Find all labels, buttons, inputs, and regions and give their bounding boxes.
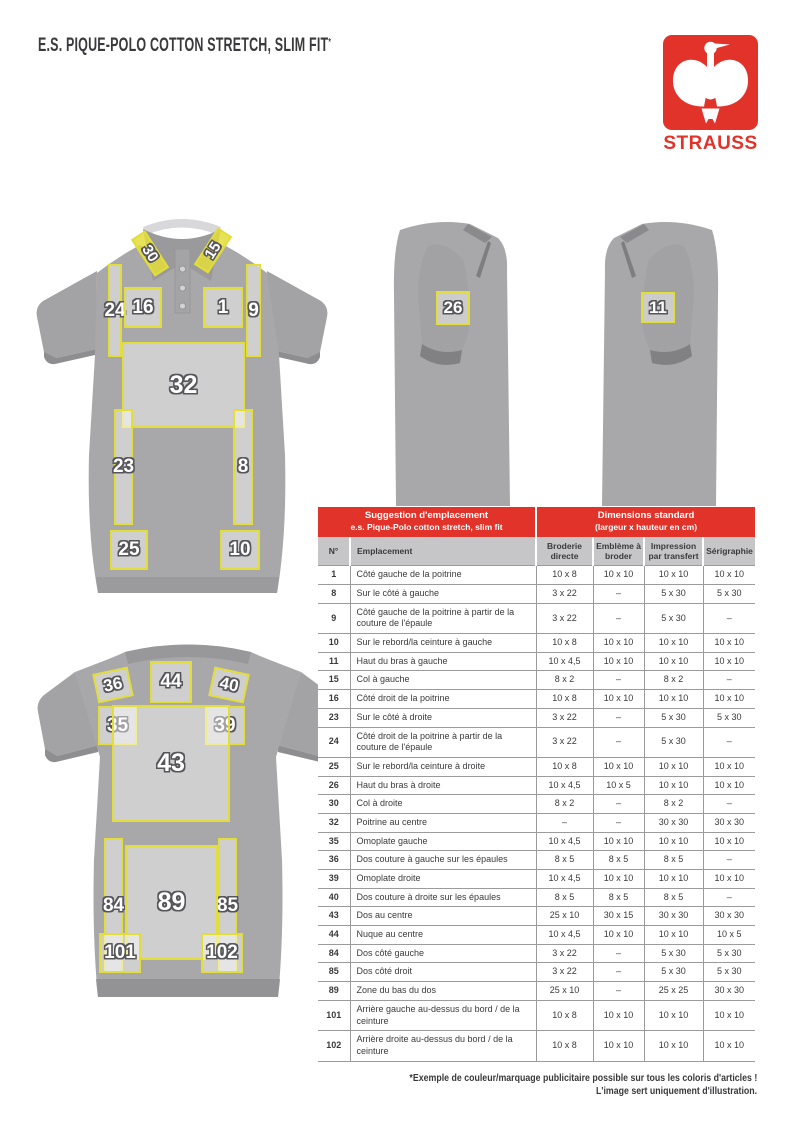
group-header-suggestion-title: Suggestion d'emplacement	[364, 510, 489, 521]
row-number: 11	[318, 652, 350, 671]
side-view-right-illustration	[380, 216, 520, 506]
row-number: 26	[318, 776, 350, 795]
dimension-value: 10 x 10	[703, 690, 755, 709]
group-header-dimensions	[536, 507, 755, 537]
dimension-value: 25 x 25	[644, 982, 703, 1001]
placement-marker-101: 101	[99, 933, 141, 973]
row-number: 89	[318, 982, 350, 1001]
group-header-dimensions-subtitle: (largeur x hauteur en cm)	[595, 522, 698, 533]
row-number: 35	[318, 832, 350, 851]
dimension-value: 30 x 30	[703, 982, 755, 1001]
column-header-emplacement: Emplacement	[350, 537, 536, 566]
dimension-value: 10 x 8	[536, 690, 593, 709]
dimension-value: 10 x 10	[703, 832, 755, 851]
placement-name: Zone du bas du dos	[350, 982, 536, 1001]
dimension-value: 3 x 22	[536, 727, 593, 757]
dimension-value: 10 x 5	[703, 926, 755, 945]
dimension-value: 5 x 30	[703, 708, 755, 727]
placement-marker-23: 23	[114, 409, 133, 525]
dimension-value: 30 x 15	[593, 907, 644, 926]
placement-name: Dos couture à droite sur les épaules	[350, 888, 536, 907]
group-header-dimensions-title: Dimensions standard	[597, 510, 695, 521]
table-row	[318, 566, 755, 585]
placement-name: Nuque au centre	[350, 926, 536, 945]
dimension-value: 10 x 8	[536, 1031, 593, 1061]
placement-table-body	[318, 566, 755, 1061]
dimension-value: 10 x 10	[593, 690, 644, 709]
dimension-value: –	[593, 944, 644, 963]
dimension-value: –	[536, 813, 593, 832]
row-number: 1	[318, 566, 350, 585]
table-group-header-row	[318, 507, 755, 537]
dimension-value: 5 x 30	[703, 963, 755, 982]
placement-table	[318, 507, 755, 1062]
placement-name: Côté gauche de la poitrine	[350, 566, 536, 585]
placement-name: Arrière gauche au-dessus du bord / de la ceinture	[350, 1000, 536, 1030]
row-number: 40	[318, 888, 350, 907]
brand-logo	[663, 35, 758, 130]
dimension-value: 5 x 30	[644, 585, 703, 604]
dimension-value: –	[593, 585, 644, 604]
dimension-value: 10 x 10	[593, 926, 644, 945]
placement-marker-36: 36	[92, 667, 133, 704]
placement-marker-9: 9	[246, 264, 261, 357]
table-row	[318, 708, 755, 727]
dimension-value: –	[703, 851, 755, 870]
dimension-value: –	[593, 963, 644, 982]
table-row	[318, 982, 755, 1001]
dimension-value: –	[593, 603, 644, 633]
dimension-value: 10 x 10	[644, 757, 703, 776]
dimension-value: 10 x 10	[703, 566, 755, 585]
column-header-broderie: Broderie directe	[536, 537, 593, 566]
dimension-value: 30 x 30	[644, 813, 703, 832]
dimension-value: 30 x 30	[703, 813, 755, 832]
dimension-value: 5 x 30	[644, 708, 703, 727]
row-number: 84	[318, 944, 350, 963]
dimension-value: 10 x 10	[644, 1000, 703, 1030]
placement-name: Dos côté droit	[350, 963, 536, 982]
table-row	[318, 603, 755, 633]
dimension-value: 10 x 10	[703, 634, 755, 653]
row-number: 44	[318, 926, 350, 945]
table-row	[318, 851, 755, 870]
table-row	[318, 1000, 755, 1030]
placement-name: Côté gauche de la poitrine à partir de la couture de l'épaule	[350, 603, 536, 633]
placement-marker-43: 43	[112, 705, 230, 822]
dimension-value: 3 x 22	[536, 585, 593, 604]
table-row	[318, 944, 755, 963]
dimension-value: –	[703, 727, 755, 757]
table-row	[318, 795, 755, 814]
placement-marker-15: 15	[194, 227, 232, 273]
placement-name: Haut du bras à gauche	[350, 652, 536, 671]
placement-marker-32: 32	[122, 342, 245, 428]
dimension-value: 10 x 8	[536, 566, 593, 585]
dimension-value: 5 x 30	[703, 585, 755, 604]
dimension-value: 10 x 4,5	[536, 776, 593, 795]
column-header-number: N°	[318, 537, 350, 566]
row-number: 101	[318, 1000, 350, 1030]
dimension-value: 5 x 30	[644, 603, 703, 633]
dimension-value: 5 x 30	[703, 944, 755, 963]
dimension-value: 10 x 10	[593, 566, 644, 585]
dimension-value: –	[593, 727, 644, 757]
placement-marker-24: 24	[108, 264, 122, 357]
table-row	[318, 963, 755, 982]
placement-marker-40: 40	[208, 667, 249, 704]
table-row	[318, 907, 755, 926]
dimension-value: 10 x 10	[644, 652, 703, 671]
dimension-value: 10 x 10	[703, 757, 755, 776]
row-number: 39	[318, 870, 350, 889]
placement-marker-44: 44	[150, 661, 192, 703]
dimension-value: 10 x 4,5	[536, 832, 593, 851]
placement-name: Dos couture à gauche sur les épaules	[350, 851, 536, 870]
dimension-value: 10 x 10	[644, 634, 703, 653]
dimension-value: 10 x 4,5	[536, 870, 593, 889]
placement-marker-30: 30	[131, 230, 169, 276]
column-header-impression: Impression par transfert	[644, 537, 703, 566]
dimension-value: 10 x 10	[703, 1031, 755, 1061]
dimension-value: 3 x 22	[536, 603, 593, 633]
dimension-value: 10 x 10	[593, 652, 644, 671]
placement-name: Dos au centre	[350, 907, 536, 926]
dimension-value: 10 x 5	[593, 776, 644, 795]
placement-marker-11: 11	[641, 292, 675, 323]
placement-marker-85: 85	[218, 838, 237, 973]
column-header-embleme: Emblème à broder	[593, 537, 644, 566]
placement-marker-25: 25	[110, 530, 148, 570]
dimension-value: 10 x 10	[644, 566, 703, 585]
row-number: 16	[318, 690, 350, 709]
placement-marker-8: 8	[233, 409, 253, 525]
dimension-value: 5 x 30	[644, 727, 703, 757]
placement-marker-35: 35	[98, 706, 137, 745]
placement-name: Poitrine au centre	[350, 813, 536, 832]
row-number: 85	[318, 963, 350, 982]
dimension-value: 25 x 10	[536, 982, 593, 1001]
dimension-value: 10 x 4,5	[536, 926, 593, 945]
dimension-value: 10 x 10	[593, 757, 644, 776]
dimension-value: 5 x 30	[644, 963, 703, 982]
row-number: 15	[318, 671, 350, 690]
row-number: 25	[318, 757, 350, 776]
placement-name: Côté droit de la poitrine à partir de la couture de l'épaule	[350, 727, 536, 757]
placement-marker-39: 39	[205, 706, 245, 745]
table-row	[318, 1031, 755, 1061]
row-number: 43	[318, 907, 350, 926]
dimension-value: 10 x 8	[536, 634, 593, 653]
dimension-value: –	[593, 795, 644, 814]
dimension-value: 10 x 10	[703, 652, 755, 671]
placement-name: Sur le rebord/la ceinture à droite	[350, 757, 536, 776]
dimension-value: 10 x 10	[593, 1000, 644, 1030]
row-number: 32	[318, 813, 350, 832]
dimension-value: 10 x 10	[644, 832, 703, 851]
placement-marker-89: 89	[125, 845, 218, 960]
dimension-value: 8 x 5	[593, 851, 644, 870]
table-row	[318, 926, 755, 945]
column-header-serigraphie: Sérigraphie	[703, 537, 755, 566]
table-row	[318, 585, 755, 604]
row-number: 24	[318, 727, 350, 757]
table-row	[318, 652, 755, 671]
dimension-value: 8 x 2	[536, 671, 593, 690]
table-row	[318, 757, 755, 776]
placement-name: Omoplate droite	[350, 870, 536, 889]
placement-name: Côté droit de la poitrine	[350, 690, 536, 709]
placement-marker-10: 10	[220, 530, 260, 570]
dimension-value: 8 x 5	[644, 888, 703, 907]
dimension-value: –	[703, 795, 755, 814]
dimension-value: 8 x 2	[536, 795, 593, 814]
dimension-value: 8 x 5	[536, 851, 593, 870]
footnote	[200, 1072, 757, 1098]
dimension-value: 3 x 22	[536, 944, 593, 963]
dimension-value: 10 x 10	[593, 634, 644, 653]
dimension-value: 8 x 2	[644, 671, 703, 690]
dimension-value: 25 x 10	[536, 907, 593, 926]
footnote-line1: *Exemple de couleur/marquage publicitaire possible sur tous les coloris d'articles !	[409, 1073, 757, 1084]
table-row	[318, 727, 755, 757]
placement-marker-102: 102	[201, 933, 243, 973]
row-number: 36	[318, 851, 350, 870]
dimension-value: 10 x 10	[703, 1000, 755, 1030]
footnote-line2: L'image sert uniquement d'illustration.	[595, 1086, 757, 1097]
page-title-text: E.S. PIQUE-POLO COTTON STRETCH, SLIM FIT	[38, 34, 329, 56]
dimension-value: 8 x 5	[593, 888, 644, 907]
page-title-asterisk: *	[328, 37, 332, 48]
ostrich-icon	[663, 35, 758, 130]
dimension-value: 30 x 30	[703, 907, 755, 926]
placement-name: Arrière droite au-dessus du bord / de la ceinture	[350, 1031, 536, 1061]
group-header-suggestion-subtitle: e.s. Pique-Polo cotton stretch, slim fit	[350, 522, 503, 533]
dimension-value: 30 x 30	[644, 907, 703, 926]
dimension-value: –	[593, 671, 644, 690]
dimension-value: 5 x 30	[644, 944, 703, 963]
dimension-value: 3 x 22	[536, 708, 593, 727]
table-row	[318, 870, 755, 889]
table-row	[318, 888, 755, 907]
dimension-value: 8 x 5	[536, 888, 593, 907]
dimension-value: 10 x 8	[536, 757, 593, 776]
dimension-value: –	[593, 708, 644, 727]
dimension-value: 10 x 10	[703, 776, 755, 795]
dimension-value: 10 x 10	[703, 870, 755, 889]
row-number: 9	[318, 603, 350, 633]
placement-name: Col à gauche	[350, 671, 536, 690]
dimension-value: –	[593, 813, 644, 832]
dimension-value: 10 x 10	[644, 776, 703, 795]
dimension-value: 10 x 10	[644, 870, 703, 889]
table-row	[318, 671, 755, 690]
table-row	[318, 832, 755, 851]
placement-marker-16: 16	[124, 287, 162, 328]
row-number: 8	[318, 585, 350, 604]
brand-name: STRAUSS	[663, 133, 758, 154]
group-header-suggestion	[318, 507, 536, 537]
placement-marker-26: 26	[436, 291, 470, 325]
dimension-value: 10 x 10	[644, 1031, 703, 1061]
placement-name: Dos côté gauche	[350, 944, 536, 963]
dimension-value: 10 x 10	[593, 1031, 644, 1061]
placement-marker-1: 1	[203, 287, 243, 328]
dimension-value: –	[593, 982, 644, 1001]
row-number: 23	[318, 708, 350, 727]
dimension-value: –	[703, 671, 755, 690]
side-view-left-illustration	[592, 216, 732, 506]
row-number: 10	[318, 634, 350, 653]
dimension-value: 10 x 10	[593, 832, 644, 851]
dimension-value: 10 x 4,5	[536, 652, 593, 671]
placement-marker-84: 84	[104, 838, 123, 973]
placement-name: Sur le côté à gauche	[350, 585, 536, 604]
dimension-value: 10 x 10	[644, 690, 703, 709]
dimension-value: –	[703, 888, 755, 907]
row-number: 30	[318, 795, 350, 814]
placement-name: Sur le rebord/la ceinture à gauche	[350, 634, 536, 653]
placement-name: Col à droite	[350, 795, 536, 814]
table-row	[318, 776, 755, 795]
table-column-header-row	[318, 537, 755, 566]
dimension-value: 10 x 10	[644, 926, 703, 945]
dimension-value: 10 x 10	[593, 870, 644, 889]
table-row	[318, 813, 755, 832]
dimension-value: 10 x 8	[536, 1000, 593, 1030]
dimension-value: –	[703, 603, 755, 633]
dimension-value: 8 x 2	[644, 795, 703, 814]
placement-name: Omoplate gauche	[350, 832, 536, 851]
table-row	[318, 690, 755, 709]
table-row	[318, 634, 755, 653]
row-number: 102	[318, 1031, 350, 1061]
placement-name: Sur le côté à droite	[350, 708, 536, 727]
page-title	[38, 34, 496, 57]
dimension-value: 8 x 5	[644, 851, 703, 870]
dimension-value: 3 x 22	[536, 963, 593, 982]
placement-name: Haut du bras à droite	[350, 776, 536, 795]
